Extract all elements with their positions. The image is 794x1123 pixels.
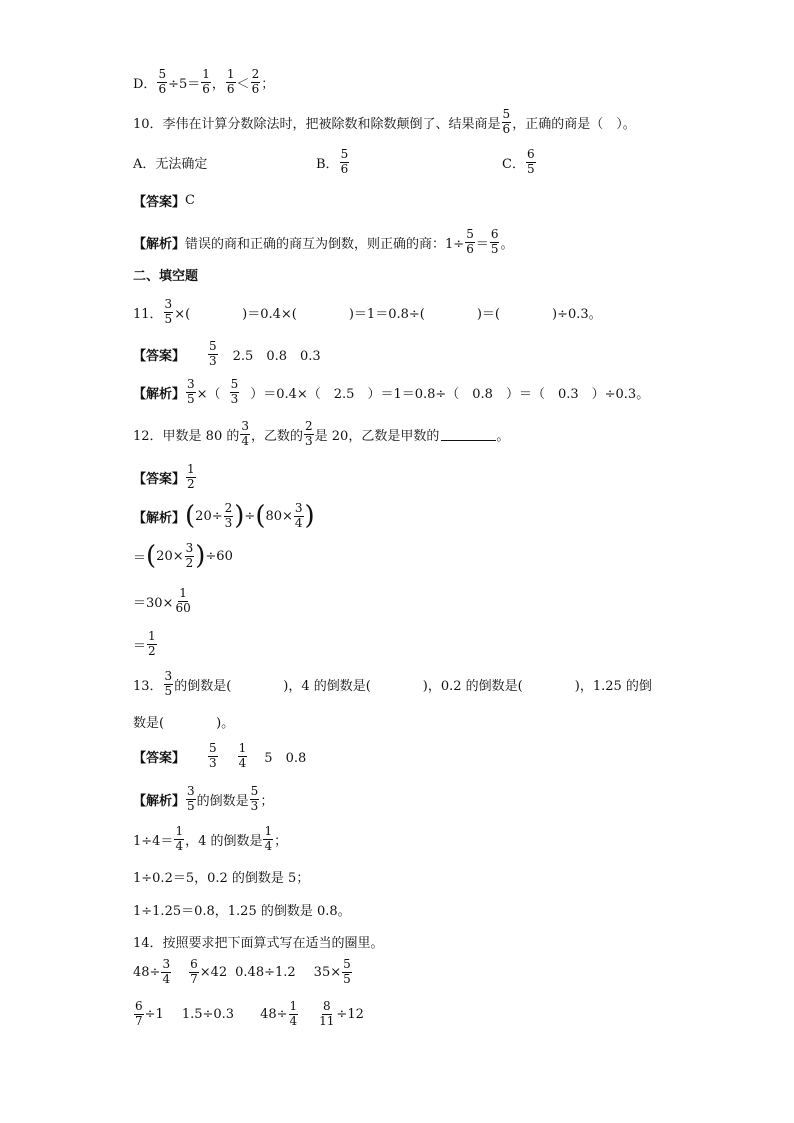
q11-analysis: 【解析】 $\frac{3}{5}$ ×（ $\frac{5}{3}$ ）＝0.4×（ 2.5 ）＝1＝0.8÷（ 0.8 ）＝（ 0.3 ）÷0.3。: [133, 377, 650, 406]
fraction: $\frac{6}{5}$: [526, 147, 535, 176]
fraction: $\frac{2}{3}$: [224, 501, 233, 530]
fraction: $\frac{5}{3}$: [250, 784, 259, 813]
fraction: $\frac{5}{3}$: [230, 377, 239, 406]
q13-analysis-line3: 1÷0.2＝5，0.2 的倒数是 5；: [133, 871, 310, 886]
q13-stem-line2: 数是( )。: [133, 716, 235, 731]
fraction: $\frac{1}{4}$: [264, 824, 273, 853]
q13-analysis-line2: 1÷4＝ $\frac{1}{4}$ ，4 的倒数是 $\frac{1}{4}$ ；: [133, 824, 288, 853]
option-b: B． $\frac{5}{6}$: [316, 147, 349, 176]
answer-tag: 【答案】: [133, 750, 186, 766]
q12-analysis-step2: ＝ ( 20× $\frac{3}{2}$ ) ÷60: [133, 541, 233, 572]
q13-analysis-line4: 1÷1.25＝0.8，1.25 的倒数是 0.8。: [133, 904, 351, 919]
fraction: $\frac{5}{6}$: [502, 107, 511, 136]
fraction: $\frac{2}{3}$: [305, 419, 313, 448]
fraction: $\frac{5}{3}$: [209, 339, 217, 368]
q10-answer: [133, 191, 195, 210]
q12-analysis-step4: ＝ $\frac{1}{2}$: [133, 629, 156, 658]
fraction: $\frac{5}{5}$: [343, 957, 351, 986]
fraction: $\frac{5}{6}$: [466, 227, 474, 256]
fraction: $\frac{1}{2}$: [187, 462, 195, 491]
answer-values: 5 0.8: [264, 750, 307, 766]
fraction: $\frac{3}{4}$: [241, 419, 249, 448]
q13-answer: [133, 742, 306, 771]
q10-options: [133, 148, 537, 177]
fraction: $\frac{1}{4}$: [289, 999, 298, 1028]
q14-expressions-row2: $\frac{6}{7}$ ÷1 1.5÷0.3 48÷ $\frac{1}{4}$ $\frac{8}{11}$ ÷12: [135, 999, 364, 1028]
q12-analysis-step3: ＝30× $\frac{1}{60}$: [133, 586, 191, 615]
fraction: $\frac{5}{6}$: [340, 147, 349, 176]
fraction: $\frac{3}{4}$: [294, 501, 303, 530]
q13-analysis-line1: 【解析】 $\frac{3}{5}$ 的倒数是 $\frac{5}{3}$ ；: [133, 784, 274, 813]
q12-analysis-step1: 【解析】 ( 20÷ $\frac{2}{3}$ ) ÷ ( 80× $\frac{3}{4}$ ): [133, 501, 315, 532]
fraction: $\frac{1}{60}$: [175, 586, 191, 615]
q12-stem: 12．甲数是 80 的 $\frac{3}{4}$ ，乙数的 $\frac{2}{3}$ 是 20，乙数是甲数的 。: [133, 419, 510, 448]
q10-analysis: 【解析】 错误的商和正确的商互为倒数，则正确的商：1÷ $\frac{5}{6}$ ＝ $\frac{6}{5}$ 。: [133, 227, 514, 256]
q14-expressions-row1: 48÷ $\frac{3}{4}$ $\frac{6}{7}$ ×42 0.48÷1.2 35× $\frac{5}{5}$: [133, 957, 351, 986]
fraction: $\frac{2}{6}$: [251, 67, 260, 96]
fraction: $\frac{1}{4}$: [238, 741, 247, 770]
section-heading: 二、填空题: [133, 269, 199, 284]
q12-answer: [133, 463, 197, 492]
q9-option-d: D． $\frac{5}{6}$ ÷5＝ $\frac{1}{6}$ ， $\frac{1}{6}$ ＜ $\frac{2}{6}$ ；: [133, 67, 275, 96]
option-a: A．无法确定: [133, 156, 208, 172]
fraction: $\frac{8}{11}$: [319, 999, 335, 1028]
fraction: $\frac{3}{5}$: [187, 784, 195, 813]
option-c: C． $\frac{6}{5}$: [502, 147, 535, 176]
fraction: $\frac{5}{6}$: [158, 67, 167, 96]
fraction: $\frac{6}{7}$: [190, 957, 198, 986]
fraction: $\frac{6}{5}$: [490, 227, 499, 256]
answer-values: 2.5 0.8 0.3: [232, 348, 321, 364]
fraction: $\frac{1}{2}$: [148, 629, 156, 658]
analysis-tag: 【解析】: [133, 386, 186, 402]
q14-stem: 14．按照要求把下面算式写在适当的圈里。: [133, 936, 384, 951]
answer-blank[interactable]: [441, 428, 496, 441]
answer-tag: 【答案】: [133, 471, 186, 487]
q10-stem: 10．李伟在计算分数除法时，把被除数和除数颠倒了、结果商是 $\frac{5}{6}$ ，正确的商是（ ）。: [133, 107, 636, 136]
fraction: $\frac{1}{6}$: [202, 67, 210, 96]
analysis-tag: 【解析】: [133, 510, 186, 526]
fraction: $\frac{5}{3}$: [209, 741, 217, 770]
fraction: $\frac{1}{4}$: [175, 824, 184, 853]
answer-value: C: [185, 193, 195, 208]
answer-tag: 【答案】: [133, 348, 186, 364]
fraction: $\frac{3}{5}$: [164, 669, 173, 698]
option-label: D．: [133, 76, 157, 92]
analysis-tag: 【解析】: [133, 793, 186, 809]
fraction: $\frac{3}{5}$: [187, 377, 195, 406]
fraction: $\frac{3}{5}$: [164, 297, 173, 326]
fraction: $\frac{6}{7}$: [135, 999, 143, 1028]
analysis-tag: 【解析】: [133, 236, 186, 252]
fraction: $\frac{3}{4}$: [162, 957, 171, 986]
fraction: $\frac{1}{6}$: [226, 67, 235, 96]
q11-stem: 11． $\frac{3}{5}$ ×( )＝0.4×( )＝1＝0.8÷( )＝( )÷0.3。: [133, 297, 602, 326]
fraction: $\frac{3}{2}$: [185, 541, 194, 570]
answer-tag: 【答案】: [133, 195, 186, 210]
q13-stem-line1: 13． $\frac{3}{5}$ 的倒数是( )，4 的倒数是( )，0.2 的倒数是( )，1.25 的倒: [133, 669, 652, 698]
q11-answer: [133, 340, 321, 369]
